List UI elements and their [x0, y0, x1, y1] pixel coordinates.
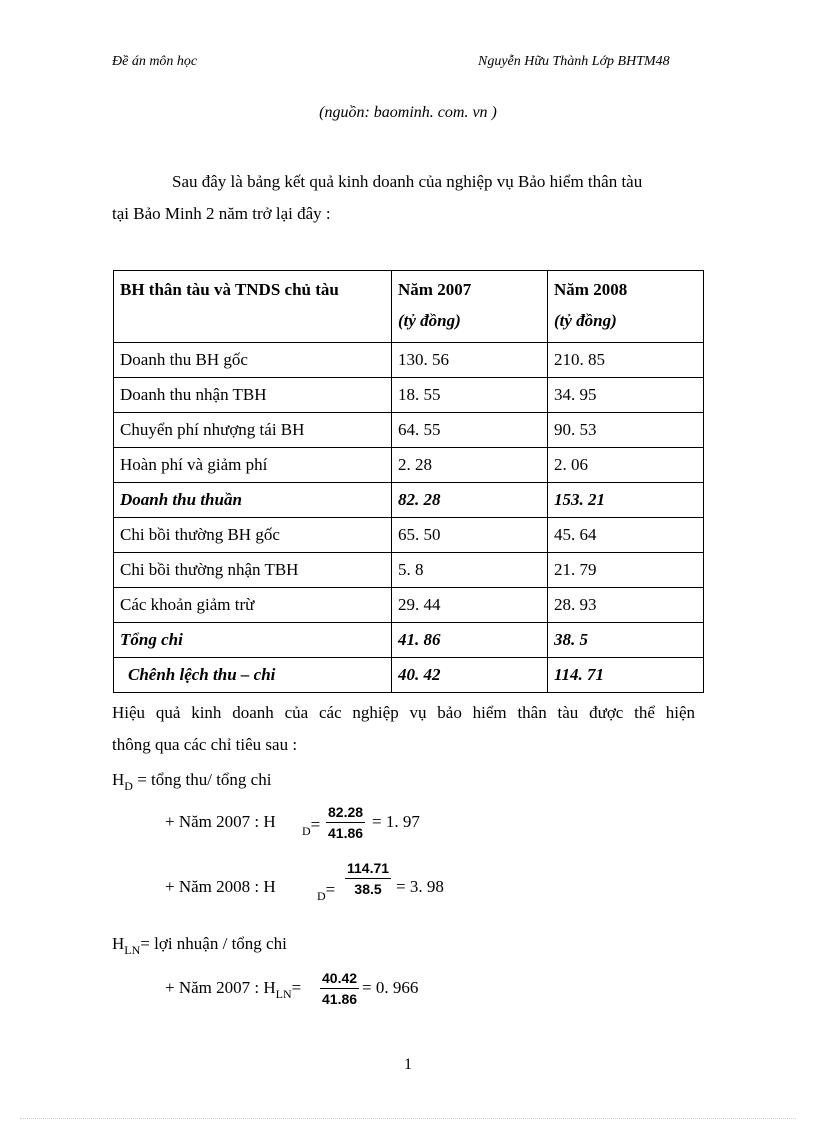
table-row: Chuyển phí nhượng tái BH 64. 55 90. 53 — [114, 413, 704, 448]
formula-hd-2008-label: + Năm 2008 : H — [165, 877, 276, 896]
formula-hd-definition: $H_D$ = tổng thu/ tổng chi — [112, 770, 272, 793]
formula-hln-definition: $H_{LN}=$ lợi nhuận / tổng chi — [112, 934, 287, 957]
unit-label: (tỷ đồng) — [398, 311, 461, 330]
table-row-net-revenue: Doanh thu thuần 82. 28 153. 21 — [114, 483, 704, 518]
formula-hd-2008-sub: $_D$= — [317, 880, 336, 903]
formula-hd-2007-sub: $_D$= — [302, 815, 321, 838]
table-row: Các khoản giảm trừ 29. 44 28. 93 — [114, 588, 704, 623]
intro-line-2: tại Bảo Minh 2 năm trở lại đây : — [112, 204, 331, 223]
source-note: (nguồn: baominh. com. vn ) — [319, 104, 497, 121]
formula-hd-2007-fraction: $\frac{82.28}{41.86}$ — [328, 804, 364, 841]
header-cell-2007: Năm 2007 (tỷ đồng) — [392, 271, 548, 343]
table-row-difference: Chênh lệch thu – chi 40. 42 114. 71 — [114, 658, 704, 693]
header-cell-2008: Năm 2008 (tỷ đồng) — [548, 271, 704, 343]
after-line-2: thông qua các chỉ tiêu sau : — [112, 735, 298, 754]
table-row: Chi bồi thường BH gốc 65. 50 45. 64 — [114, 518, 704, 553]
formula-hln-2007-result: = 0. 966 — [362, 978, 419, 997]
page-number: 1 — [404, 1056, 412, 1073]
table-row: Hoàn phí và giảm phí 2. 28 2. 06 — [114, 448, 704, 483]
formula-hln-2007-label: + Năm 2007 : $H_{LN}=$ — [165, 978, 302, 1001]
formula-hd-2008-result: = 3. 98 — [396, 877, 444, 896]
formula-hd-2007-label: + Năm 2007 : H — [165, 812, 276, 831]
header-cell-category: BH thân tàu và TNDS chủ tàu — [114, 271, 392, 343]
intro-line-1: Sau đây là bảng kết quả kinh doanh của nghiệp vụ Bảo hiểm thân tàu — [172, 172, 643, 191]
formula-hd-2008-fraction: $\frac{114.71}{38.5}$ — [347, 860, 390, 897]
formula-hd-2007-result: = 1. 97 — [372, 812, 420, 831]
unit-label: (tỷ đồng) — [554, 311, 617, 330]
table-row: Chi bồi thường nhận TBH 5. 8 21. 79 — [114, 553, 704, 588]
after-line-1: Hiệu quả kinh doanh của các nghiệp vụ bảo hiểm thân tàu được thể hiện — [112, 703, 695, 722]
table-row: Doanh thu BH gốc 130. 56 210. 85 — [114, 343, 704, 378]
page-bottom-divider — [20, 1118, 796, 1119]
header-left: Đề án môn học — [112, 54, 198, 69]
business-results-table — [113, 270, 704, 693]
table-header-row — [114, 271, 704, 343]
table-row: Doanh thu nhận TBH 18. 55 34. 95 — [114, 378, 704, 413]
header-right: Nguyễn Hữu Thành Lớp BHTM48 — [478, 54, 670, 69]
table-row-total-cost: Tổng chi 41. 86 38. 5 — [114, 623, 704, 658]
formula-hln-2007-fraction: $\frac{40.42}{41.86}$ — [322, 970, 358, 1007]
